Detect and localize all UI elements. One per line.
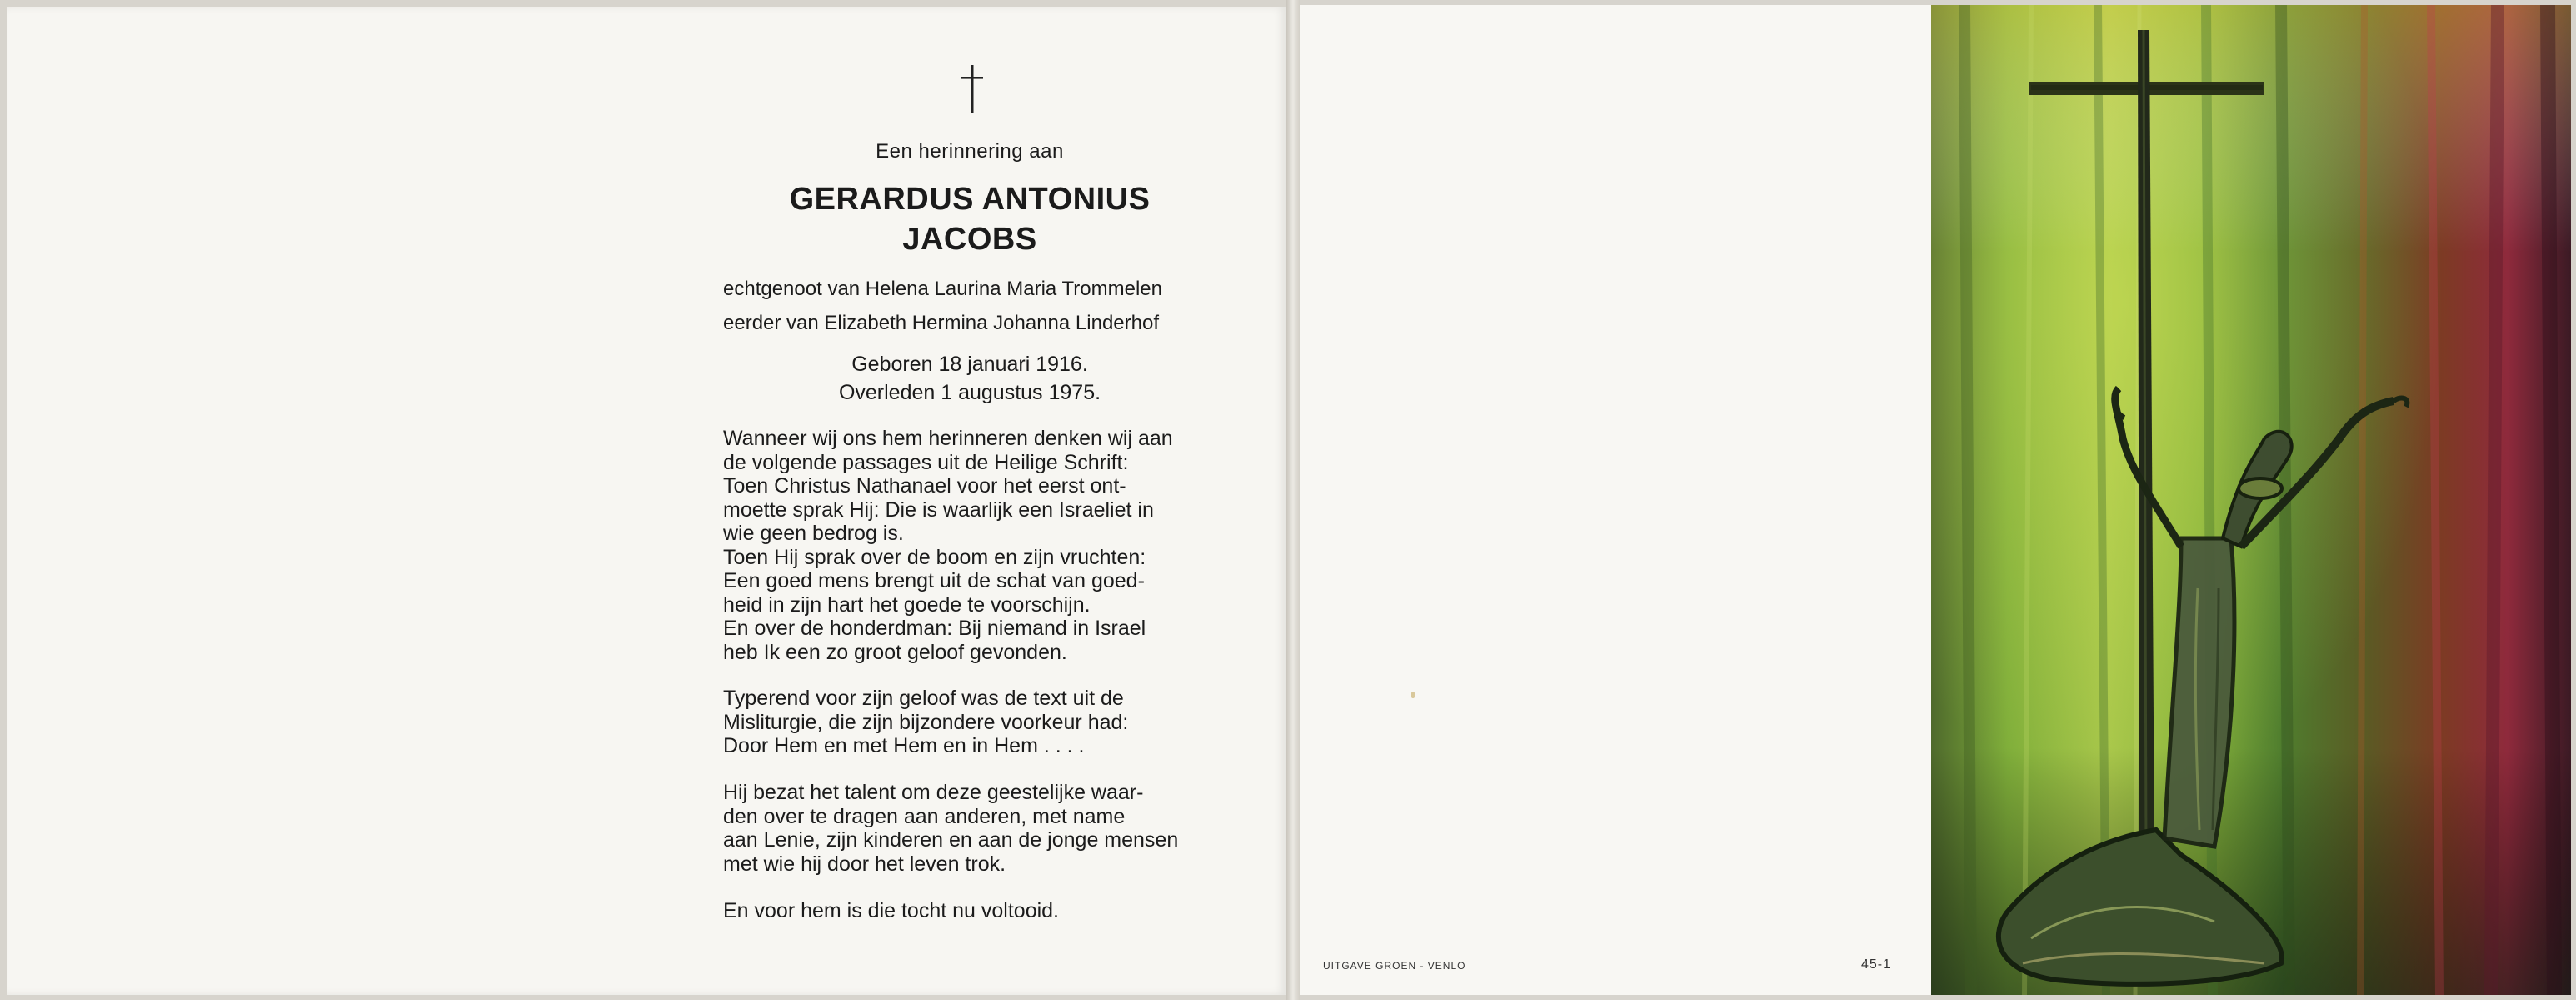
- text-line: Toen Christus Nathanael voor het eerst ont-: [723, 474, 1126, 498]
- text-line: de volgende passages uit de Heilige Schrift:: [723, 450, 1129, 474]
- text-line: Hij bezat het talent om deze geestelijke waar-: [723, 781, 1144, 804]
- text-line: En over de honderdman: Bij niemand in Israel: [723, 617, 1146, 640]
- text-line: Een goed mens brengt uit de schat van goed-: [723, 569, 1145, 592]
- name-line-1: GERARDUS ANTONIUS: [789, 182, 1151, 217]
- deceased-name: [723, 179, 1216, 259]
- text-line: Wanneer wij ons hem herinneren denken wij aan: [723, 427, 1173, 450]
- crucifix-painting: [1931, 5, 2571, 995]
- life-dates: [723, 350, 1216, 407]
- text-line: En voor hem is die tocht nu voltooid.: [723, 899, 1060, 922]
- text-line: Typerend voor zijn geloof was de text uit de: [723, 687, 1124, 710]
- text-line: heb Ik een zo groot geloof gevonden.: [723, 640, 1067, 664]
- card-code: 45-1: [1861, 958, 1892, 972]
- intro-text: Een herinnering aan: [876, 140, 1064, 162]
- card-fold: [1286, 0, 1300, 1000]
- publisher-imprint: UITGAVE GROEN - VENLO: [1323, 960, 1466, 972]
- text-line: wie geen bedrog is.: [723, 522, 904, 545]
- text-line: met wie hij door het leven trok.: [723, 852, 1006, 876]
- text-line: heid in zijn hart het goede te voorschijn.: [723, 592, 1091, 617]
- paper-speck: [1411, 692, 1415, 698]
- text-line: aan Lenie, zijn kinderen en aan de jonge mensen: [723, 828, 1179, 852]
- paragraph-closing: [723, 899, 1216, 923]
- spouse-line-1: echtgenoot van Helena Laurina Maria Trommelen: [723, 278, 1162, 300]
- birth-date: Geboren 18 januari 1916.: [851, 352, 1088, 376]
- paragraph-talent: [723, 781, 1216, 876]
- paragraph-liturgy: [723, 687, 1216, 758]
- text-line: den over te dragen aan anderen, met name: [723, 804, 1126, 828]
- text-line: Toen Hij sprak over de boom en zijn vruchten:: [723, 545, 1146, 569]
- text-line: Misliturgie, die zijn bijzondere voorkeur had:: [723, 710, 1129, 734]
- text-line: moette sprak Hij: Die is waarlijk een Israeliet in: [723, 498, 1154, 522]
- death-date: Overleden 1 augustus 1975.: [838, 381, 1101, 404]
- paragraph-scripture: [723, 427, 1216, 664]
- spouse-line-2: eerder van Elizabeth Hermina Johanna Linderhof: [723, 312, 1159, 334]
- text-line: Door Hem en met Hem en in Hem . . . .: [723, 734, 1085, 758]
- name-line-2: JACOBS: [902, 222, 1037, 257]
- cross-icon: [960, 65, 985, 113]
